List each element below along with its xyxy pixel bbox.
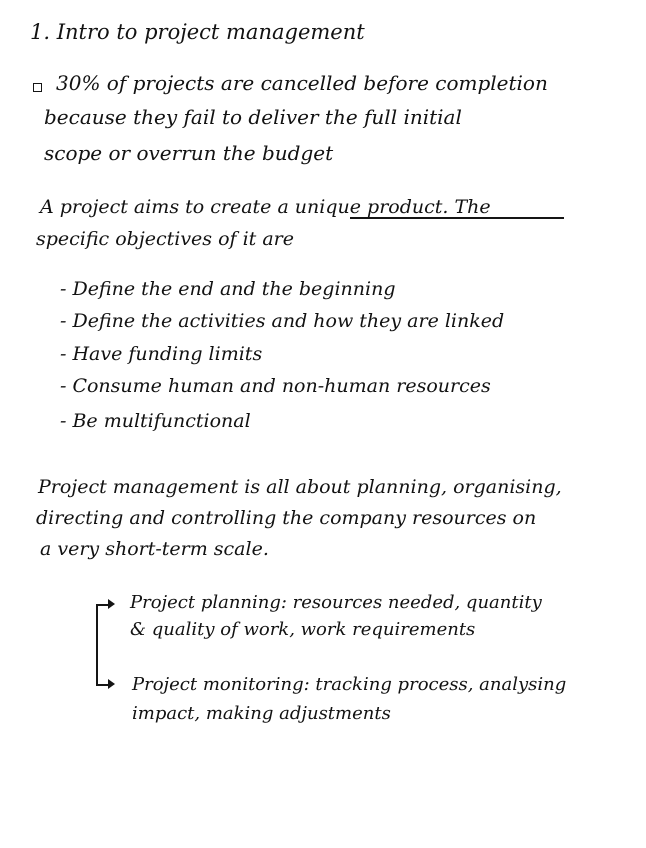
planning-line-2: & quality of work, work requirements <box>130 619 476 640</box>
management-line-3: a very short-term scale. <box>40 538 269 560</box>
objective-item: - Define the end and the beginning <box>60 278 396 300</box>
arrow-right-icon <box>108 679 115 689</box>
heading: 1. Intro to project management <box>30 20 365 44</box>
objective-item: - Have funding limits <box>60 343 263 365</box>
objective-item: - Consume human and non-human resources <box>60 375 491 397</box>
monitoring-line-2: impact, making adjustments <box>132 703 391 724</box>
definition-line-1 <box>40 198 491 217</box>
unique-product-phrase: a unique product <box>277 196 443 218</box>
monitoring-line-1: Project monitoring: tracking process, analysing <box>132 674 567 695</box>
branch-bracket <box>96 604 98 684</box>
note-line-1: 30% of projects are cancelled before completion <box>56 71 548 95</box>
note-line-2: because they fail to deliver the full initial <box>44 105 462 129</box>
management-line-2: directing and controlling the company resources on <box>36 507 537 529</box>
definition-end: . The <box>442 196 491 218</box>
branch-connector <box>96 604 108 606</box>
branch-connector <box>96 684 108 686</box>
arrow-right-icon <box>108 599 115 609</box>
note-line-3: scope or overrun the budget <box>44 141 334 165</box>
definition-start: A project aims to create <box>40 196 278 218</box>
definition-line-2: specific objectives of it are <box>36 228 295 250</box>
management-line-1: Project management is all about planning, organising, <box>38 476 562 498</box>
checkbox-icon <box>33 83 42 92</box>
unique-product-underline <box>350 217 564 219</box>
objective-item: - Be multifunctional <box>60 410 251 432</box>
planning-line-1: Project planning: resources needed, quantity <box>130 592 542 613</box>
objective-item: - Define the activities and how they are linked <box>60 310 505 332</box>
